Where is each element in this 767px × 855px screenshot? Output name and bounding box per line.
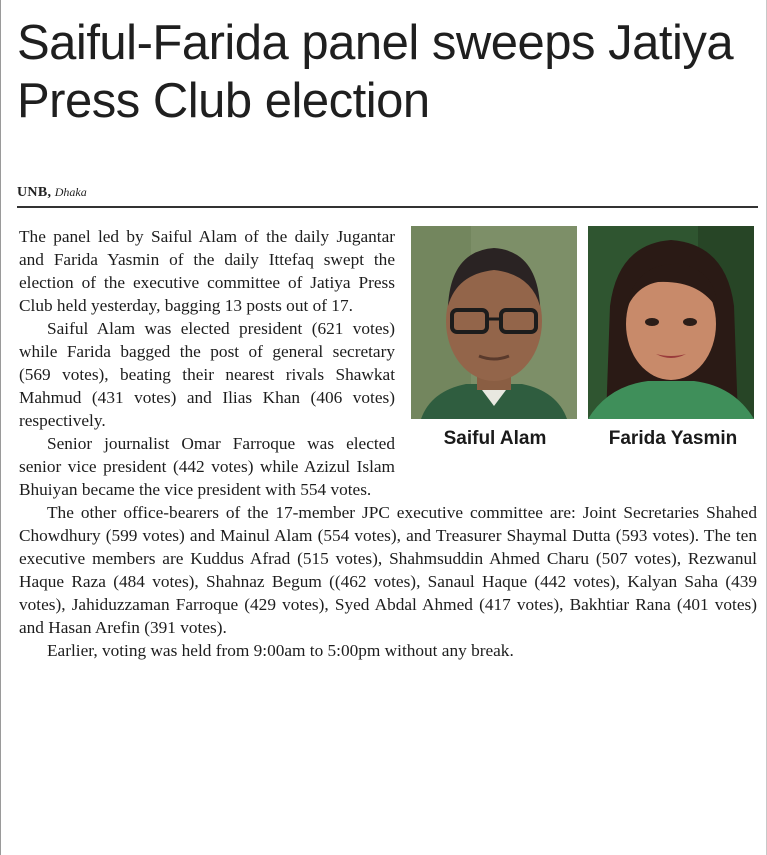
byline-agency: UNB, xyxy=(17,185,52,200)
paragraph: The other office-bearers of the 17-member JPC executive committee are: Joint Secretaries Shahed Chowdhury (599 votes) and Mainul Alam (554 votes), and Treasurer Shaymal Dutta (593 votes). The ten executive members are Kuddus Afrad (515 votes), Shahmsuddin Ahmed Charu (507 votes), Rezwanul Haque Raza (484 votes), Shahnaz Begum ((462 votes), Sanaul Haque (442 votes), Kalyan Saha (439 votes), Jahiduzzaman Farroque (429 votes), Syed Abdal Ahmed (417 votes), Bakhtiar Rana (401 votes) and Hasan Arefin (391 votes). xyxy=(19,503,757,637)
byline xyxy=(17,183,757,202)
paragraph: Senior journalist Omar Farroque was elected senior vice president (442 votes) while Azizul Islam Bhuiyan became the vice president with 554 votes. xyxy=(19,434,395,499)
caption-farida-yasmin: Farida Yasmin xyxy=(608,428,738,449)
photo-farida-yasmin xyxy=(588,226,754,419)
caption-saiful-alam: Saiful Alam xyxy=(443,428,547,449)
byline-place: Dhaka xyxy=(54,185,87,199)
headline: Saiful-Farida panel sweeps Jatiya Press Club election xyxy=(17,16,734,128)
paragraph: The panel led by Saiful Alam of the daily Jugantar and Farida Yasmin of the daily Ittefaq swept the election of the executive committee of Jatiya Press Club held yesterday, bagging 13 posts out of 17. xyxy=(19,227,395,315)
paragraph: Saiful Alam was elected president (621 votes) while Farida bagged the post of general secretary (569 votes), beating their nearest rivals Shawkat Mahmud (431 votes) and Ilias Khan (406 votes) respectively. xyxy=(19,319,395,430)
byline-divider xyxy=(17,206,758,208)
photo-block xyxy=(409,225,757,457)
article-body xyxy=(19,225,757,662)
paragraph: Earlier, voting was held from 9:00am to 5:00pm without any break. xyxy=(47,641,514,660)
photo-saiful-alam xyxy=(411,226,577,419)
